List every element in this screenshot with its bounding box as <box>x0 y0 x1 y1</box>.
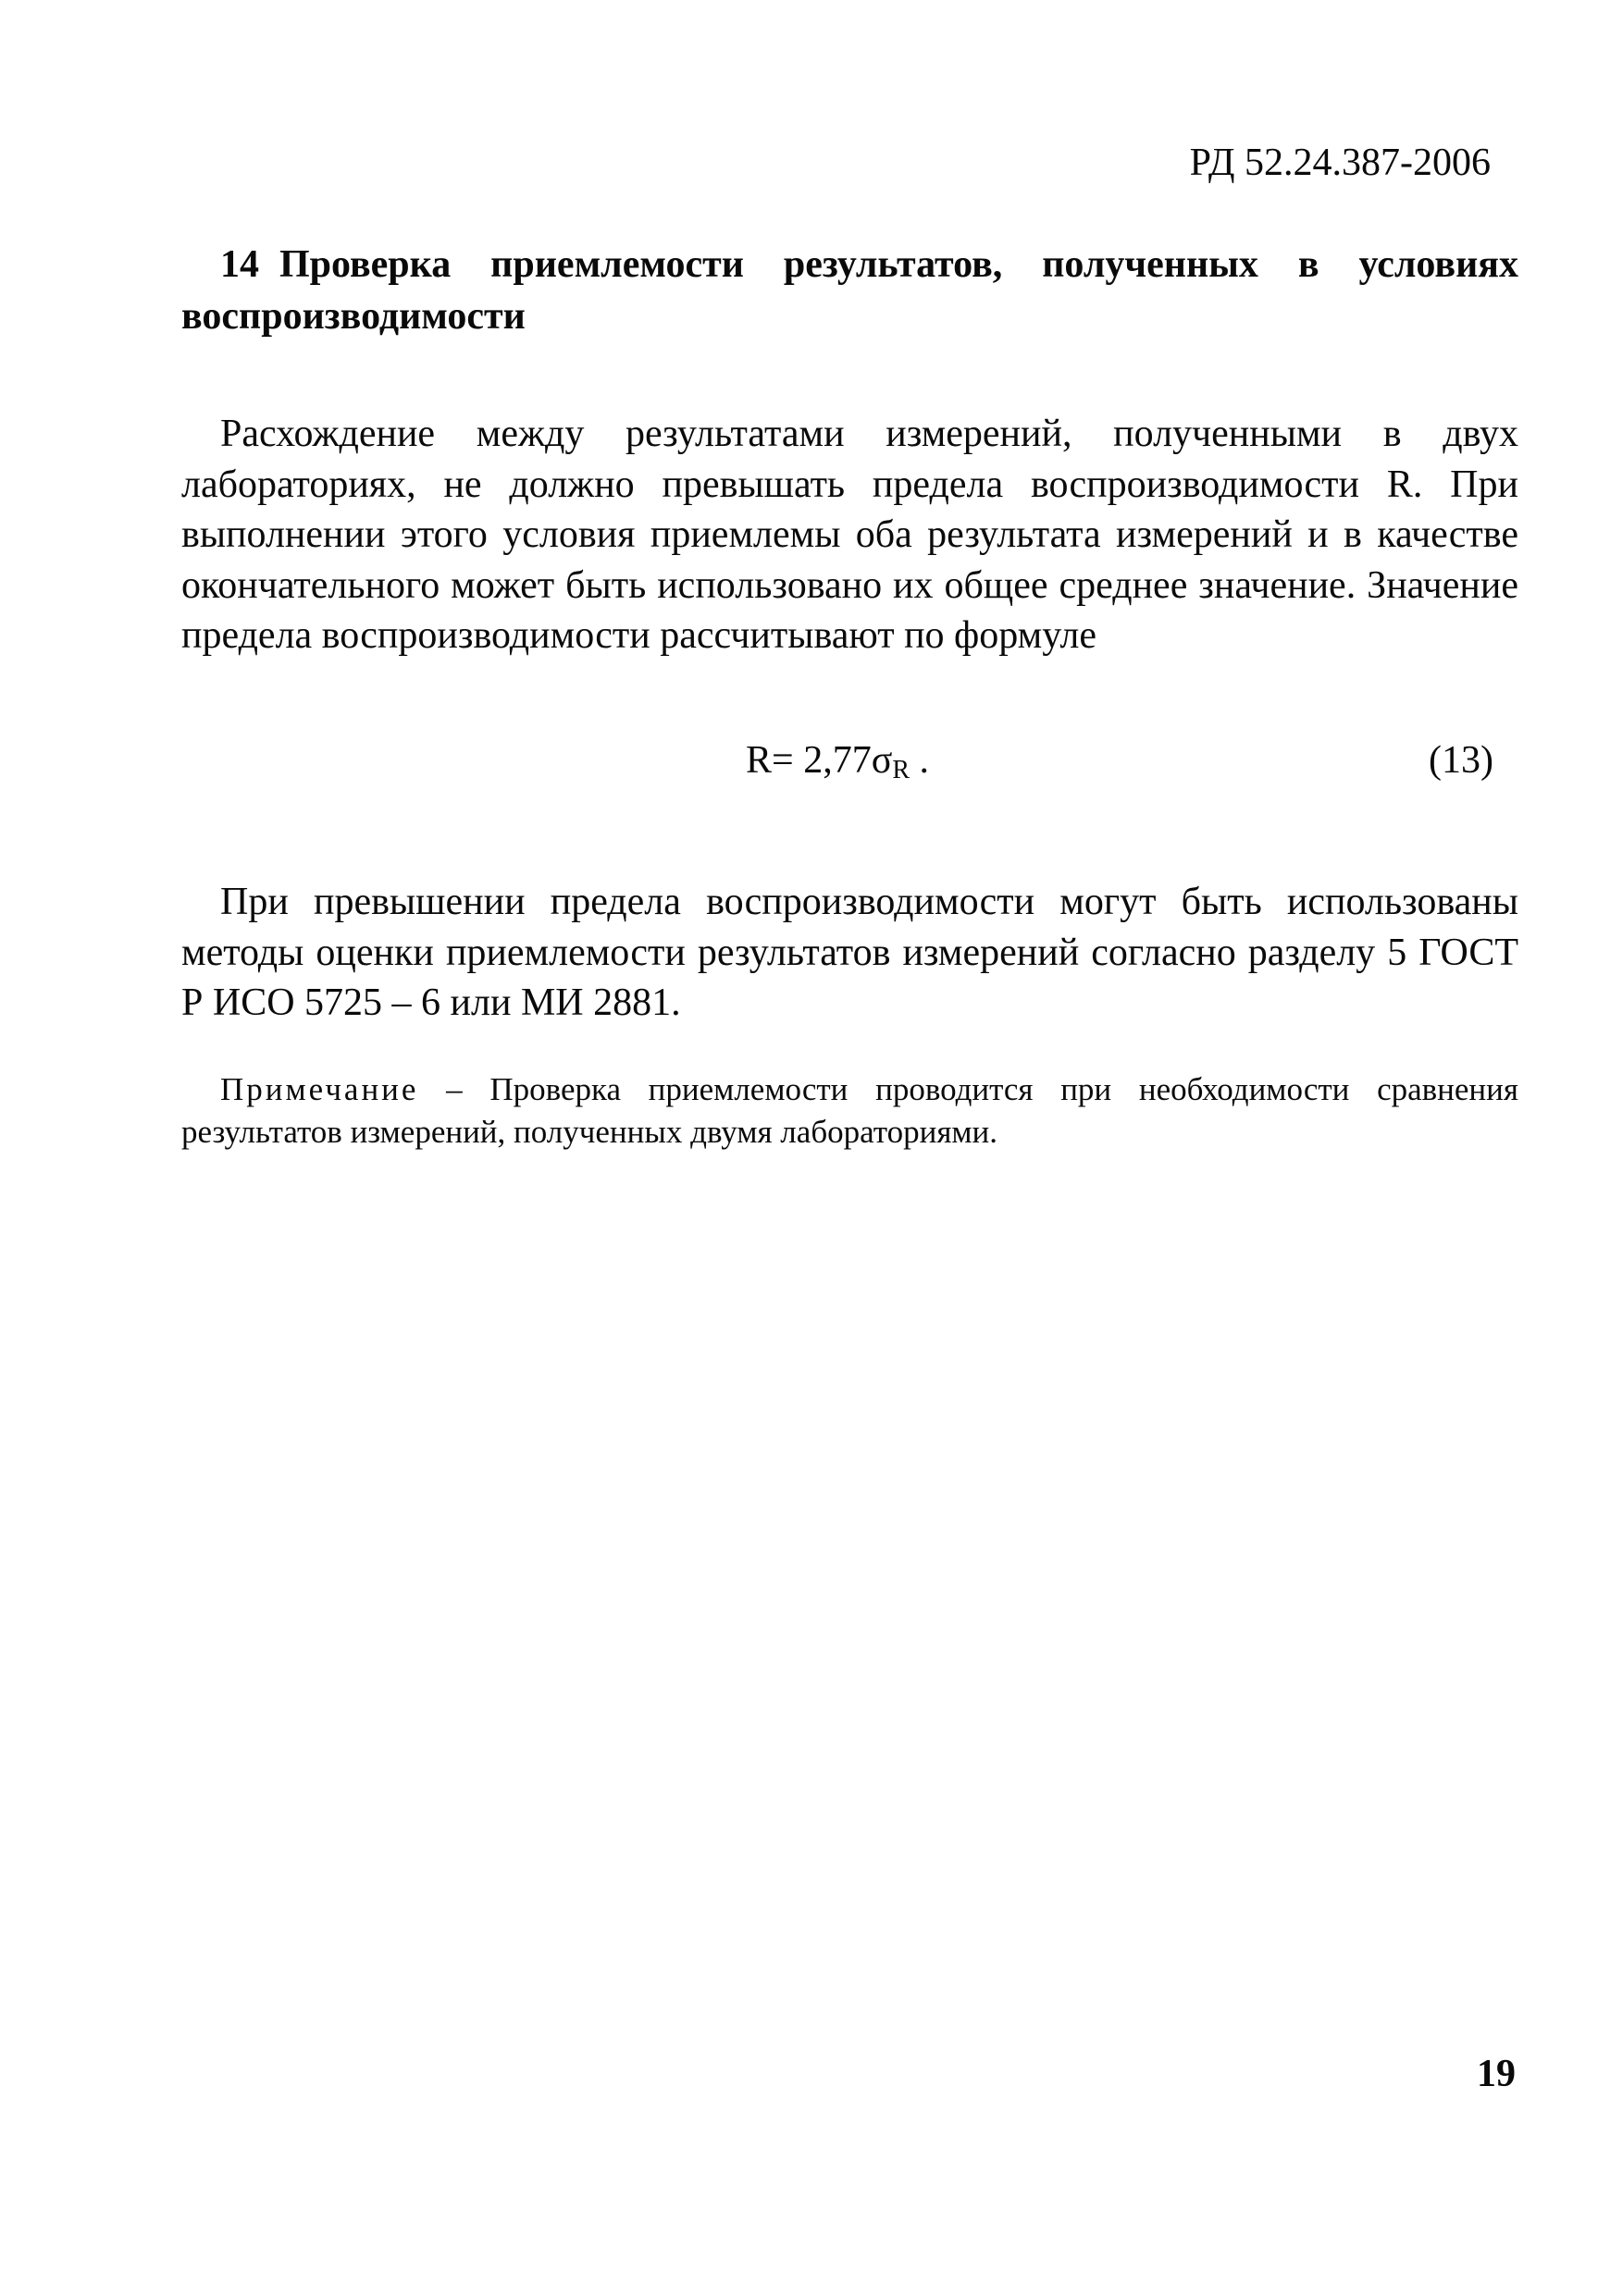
document-code: РД 52.24.387-2006 <box>1189 142 1491 184</box>
section-number: 14 <box>220 243 259 286</box>
paragraph-exceeding-limit: При превышении предела воспроизводимости могут быть использованы методы оценки приемлемости результатов измерений согласно разделу 5 ГОСТ Р ИСО 5725 – 6 или МИ 2881. <box>181 881 1518 1024</box>
formula-expression: R= 2,77σ <box>746 739 893 782</box>
note-label: Примечание <box>220 1071 419 1107</box>
formula-number: (13) <box>1429 739 1493 782</box>
section-heading <box>181 239 1518 342</box>
paragraph-reproducibility-limit: Расхождение между результатами измерений, полученными в двух лабораториях, не должно превышать предела воспроизводимости R. При выполнении этого условия приемлемы оба результата измерений и в качестве окончательного может быть использовано их общее среднее значение. Значение предела воспроизводимости рассчитывают по формуле <box>181 413 1518 657</box>
note-text: – Проверка приемлемости проводится при необходимости сравнения результатов измерений, полученных двумя лабораториями. <box>181 1071 1518 1150</box>
section-title: Проверка приемлемости результатов, полученных в условиях воспроизводимости <box>181 243 1518 338</box>
page-number: 19 <box>1477 2053 1516 2095</box>
formula <box>746 738 929 785</box>
formula-subscript: R <box>892 756 910 784</box>
note <box>181 1068 1518 1154</box>
formula-tail: . <box>910 739 930 782</box>
